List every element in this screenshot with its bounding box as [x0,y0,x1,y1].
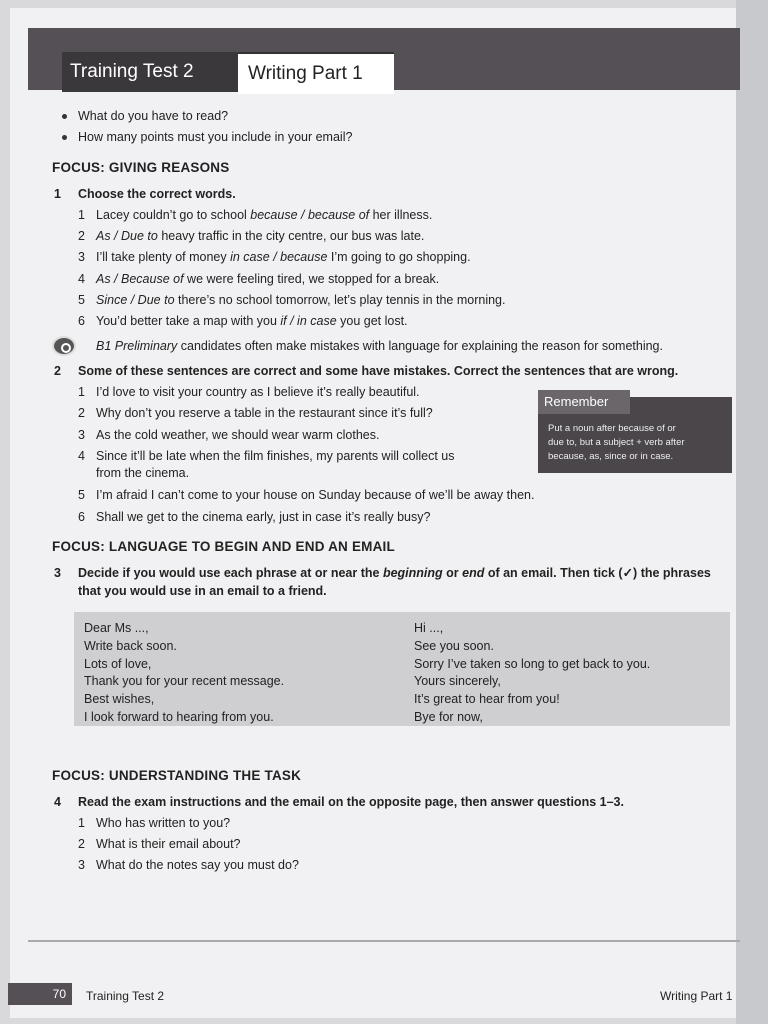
footer-right-label: Writing Part 1 [660,989,733,1003]
item-sentence: I’ll take plenty of money in case / because I’m going to go shopping. [96,250,471,265]
item-number: 1 [78,208,85,222]
focus-heading: FOCUS: UNDERSTANDING THE TASK [52,768,302,783]
exam-tip: B1 Preliminary candidates often make mistakes with language for explaining the reason for something. [96,339,663,353]
focus-heading: FOCUS: LANGUAGE TO BEGIN AND END AN EMAIL [52,539,395,554]
remember-title: Remember [538,390,630,414]
exercise-number: 3 [54,566,61,580]
exercise-number: 4 [54,795,61,809]
item-number: 3 [78,858,85,872]
item-number: 5 [78,292,85,307]
exercise-instruction: Read the exam instructions and the email on the opposite page, then answer questions 1–3. [78,795,624,809]
phrase-left: Lots of love, [84,656,152,671]
item-sentence: As / Because of we were feeling tired, we stopped for a break. [96,271,440,286]
page-rule [28,940,740,942]
phrase-right: Bye for now, [414,710,483,724]
phrase-left: I look forward to hearing from you. [84,710,274,724]
item-question: What is their email about? [96,837,241,851]
item-sentence: Why don’t you reserve a table in the restaurant since it’s full? [96,406,433,420]
item-sentence: You’d better take a map with you if / in case you get lost. [96,314,408,328]
item-sentence: Since it’ll be late when the film finishes, my parents will collect us [96,449,455,463]
focus-heading: FOCUS: GIVING REASONS [52,160,230,175]
bullet-icon [62,114,67,119]
item-sentence: I’d love to visit your country as I believe it’s really beautiful. [96,385,420,399]
page-number: 70 [8,983,72,1005]
exercise-instruction: Decide if you would use each phrase at or near the beginning or end of an email. Then tick (✓) the phrases [78,566,711,580]
item-number: 2 [78,837,85,851]
item-number: 5 [78,488,85,502]
exercise-instruction: Some of these sentences are correct and some have mistakes. Correct the sentences that are wrong. [78,364,679,378]
phrase-left: Dear Ms ..., [84,621,149,635]
exercise-number: 2 [54,364,61,378]
exercise-instruction: Choose the correct words. [78,187,236,201]
item-number: 6 [78,510,85,524]
item-sentence: As / Due to heavy traffic in the city centre, our bus was late. [96,229,425,244]
item-sentence: Shall we get to the cinema early, just in case it’s really busy? [96,510,431,524]
exercise-number: 1 [54,187,61,201]
phrase-left: Write back soon. [84,638,177,653]
exercise-instruction-line2: that you would use in an email to a friend. [78,584,327,598]
header-part-title: Writing Part 1 [238,52,394,94]
item-number: 3 [78,250,85,265]
phrase-right: Yours sincerely, [414,674,501,689]
item-number: 4 [78,271,85,286]
item-question: What do the notes say you must do? [96,858,299,872]
item-number: 4 [78,449,85,463]
item-number: 1 [78,816,85,830]
item-sentence: Since / Due to there’s no school tomorrow, let’s play tennis in the morning. [96,292,506,307]
header-test-title: Training Test 2 [62,52,242,92]
intro-question: How many points must you include in your email? [78,130,353,144]
intro-question: What do you have to read? [78,109,229,123]
item-sentence: Lacey couldn’t go to school because / because of her illness. [96,208,433,222]
exam-tip-icon [52,336,76,356]
item-sentence: I’m afraid I can’t come to your house on Sunday because of we’ll be away then. [96,488,535,502]
item-question: Who has written to you? [96,816,231,830]
item-number: 2 [78,406,85,420]
phrase-right: Hi ..., [414,621,444,635]
remember-text: Put a noun after because of or due to, but a subject + verb after because, as, since or in case. [548,423,685,462]
item-sentence: As the cold weather, we should wear warm clothes. [96,428,380,442]
item-number: 3 [78,428,85,442]
phrase-right: It’s great to hear from you! [414,692,560,707]
phrase-right: Sorry I’ve taken so long to get back to you. [414,656,651,671]
item-number: 6 [78,314,85,328]
item-sentence: from the cinema. [96,466,190,480]
phrase-right: See you soon. [414,638,494,653]
phrase-left: Thank you for your recent message. [84,674,285,689]
bullet-icon [62,135,67,140]
footer-left-label: Training Test 2 [86,989,165,1003]
item-number: 1 [78,385,85,399]
phrase-left: Best wishes, [84,692,155,707]
item-number: 2 [78,229,85,244]
